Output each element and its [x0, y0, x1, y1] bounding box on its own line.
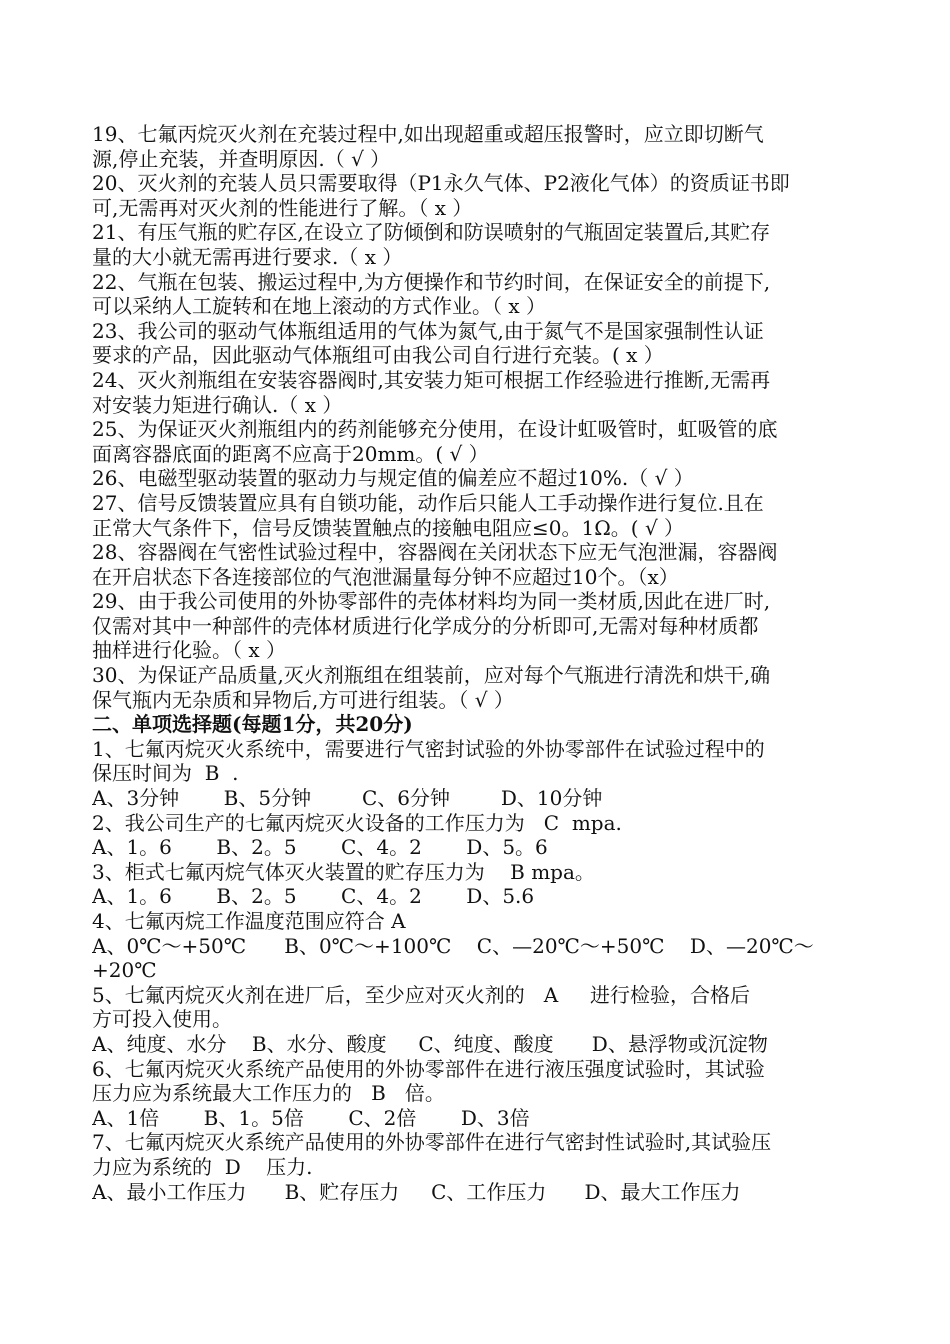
text-line: 22、气瓶在包装、搬运过程中,为方便操作和节约时间，在保证安全的前提下,	[92, 269, 771, 294]
text-line: 21、有压气瓶的贮存区,在设立了防倾倒和防误喷射的气瓶固定装置后,其贮存	[92, 220, 771, 245]
text-line: 可,无需再对灭火剂的性能进行了解。（ x ）	[92, 195, 473, 220]
section-heading: 二、单项选择题(每题1分，共20分)	[92, 712, 413, 737]
text-line: 2、我公司生产的七氟丙烷灭火设备的工作压力为 C mpa.	[92, 810, 622, 835]
text-line: 抽样进行化验。（ x ）	[92, 638, 286, 663]
text-line: 23、我公司的驱动气体瓶组适用的气体为氮气,由于氮气不是国家强制性认证	[92, 318, 764, 343]
text-line: 在开启状态下各连接部位的气泡泄漏量每分钟不应超过10个。（x）	[92, 564, 679, 589]
text-line: 26、电磁型驱动装置的驱动力与规定值的偏差应不超过10%.（ √ ）	[92, 466, 694, 491]
text-line: 24、灭火剂瓶组在安装容器阀时,其安装力矩可根据工作经验进行推断,无需再	[92, 367, 771, 392]
text-line: 1、七氟丙烷灭火系统中，需要进行气密封试验的外协零部件在试验过程中的	[92, 736, 765, 761]
text-line: A、1。6 B、2。5 C、4。2 D、5.6	[92, 884, 535, 909]
text-line: A、最小工作压力 B、贮存压力 C、工作压力 D、最大工作压力	[92, 1179, 741, 1204]
text-line: 28、容器阀在气密性试验过程中，容器阀在关闭状态下应无气泡泄漏，容器阀	[92, 540, 778, 565]
text-line: 3、柜式七氟丙烷气体灭火装置的贮存压力为 B mpa。	[92, 859, 595, 884]
text-line: 5、七氟丙烷灭火剂在进厂后，至少应对灭火剂的 A 进行检验，合格后	[92, 982, 751, 1007]
text-line: 30、为保证产品质量,灭火剂瓶组在组装前，应对每个气瓶进行清洗和烘干,确	[92, 663, 771, 688]
text-line: 仅需对其中一种部件的壳体材质进行化学成分的分析即可,无需对每种材质都	[92, 613, 759, 638]
text-line: 正常大气条件下，信号反馈装置触点的接触电阻应≤0。1Ω。( √ ）	[92, 515, 685, 540]
text-line: 方可投入使用。	[92, 1007, 232, 1032]
text-line: 7、七氟丙烷灭火系统产品使用的外协零部件在进行气密封性试验时,其试验压	[92, 1130, 772, 1155]
text-line: 压力应为系统最大工作压力的 B 倍。	[92, 1081, 445, 1106]
text-line: A、1。6 B、2。5 C、4。2 D、5。6	[92, 835, 548, 860]
text-line: 面离容器底面的距离不应高于20mm。( √ ）	[92, 441, 489, 466]
text-line: 29、由于我公司使用的外协零部件的壳体材料均为同一类材质,因此在进厂时,	[92, 589, 771, 614]
text-line: A、纯度、水分 B、水分、酸度 C、纯度、酸度 D、悬浮物或沉淀物	[92, 1031, 768, 1056]
text-line: 源,停止充装，并查明原因.（ √ ）	[92, 146, 391, 171]
text-line: 要求的产品，因此驱动气体瓶组可由我公司自行进行充装。( x ）	[92, 343, 664, 368]
document-page	[92, 122, 862, 1204]
text-line: 20、灭火剂的充装人员只需要取得（P1永久气体、P2液化气体）的资质证书即	[92, 171, 790, 196]
text-line: 19、七氟丙烷灭火剂在充装过程中,如出现超重或超压报警时，应立即切断气	[92, 122, 764, 146]
text-line: 可以采纳人工旋转和在地上滚动的方式作业。（ x ）	[92, 294, 546, 319]
text-line: 量的大小就无需再进行要求.（ x ）	[92, 244, 403, 269]
text-line: 27、信号反馈装置应具有自锁功能，动作后只能人工手动操作进行复位.且在	[92, 490, 764, 515]
text-line: 4、七氟丙烷工作温度范围应符合 A	[92, 909, 444, 933]
text-line: 保气瓶内无杂质和异物后,方可进行组装。（ √ ）	[92, 687, 514, 712]
text-line: 力应为系统的 D 压力.	[92, 1154, 313, 1179]
text-line: A、3分钟 B、5分钟 C、6分钟 D、10分钟	[92, 786, 603, 811]
text-line: 保压时间为 B .	[92, 761, 239, 786]
text-line: +20℃	[92, 958, 157, 983]
text-line: 25、为保证灭火剂瓶组内的药剂能够充分使用，在设计虹吸管时，虹吸管的底	[92, 417, 778, 442]
text-line: A、0℃～+50℃ B、0℃～+100℃ C、—20℃～+50℃ D、—20℃～	[92, 933, 814, 958]
text-line: A、1倍 B、1。5倍 C、2倍 D、3倍	[92, 1105, 530, 1130]
text-line: 6、七氟丙烷灭火系统产品使用的外协零部件在进行液压强度试验时，其试验	[92, 1056, 765, 1081]
text-line: 对安装力矩进行确认.（ x ）	[92, 392, 343, 417]
